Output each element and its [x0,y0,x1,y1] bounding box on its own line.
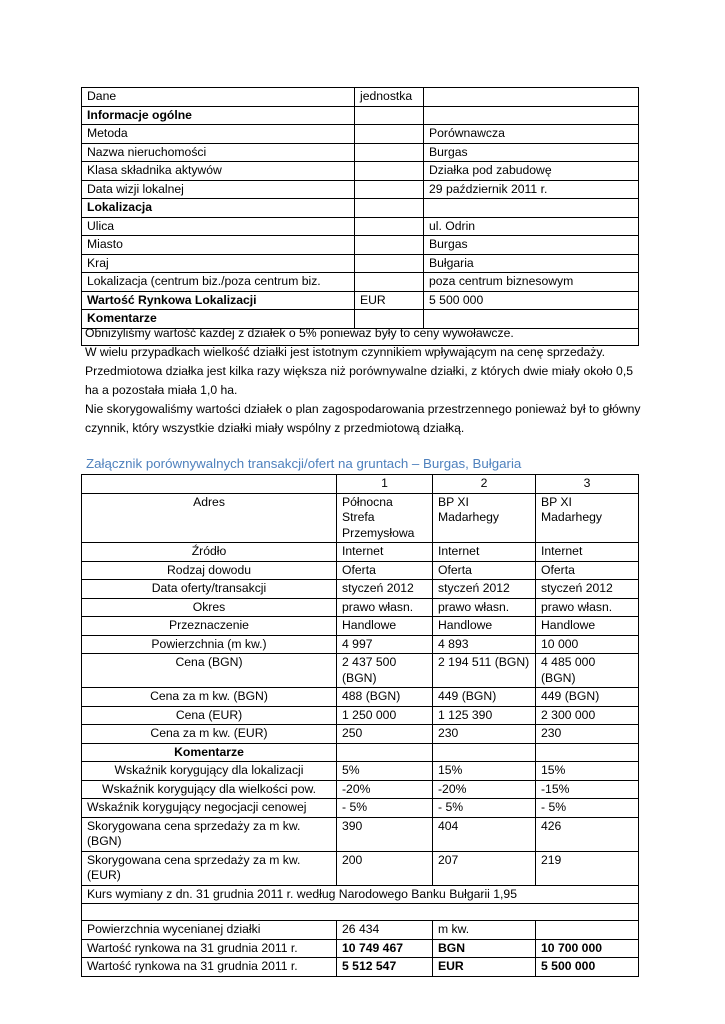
row-label: Data oferty/transakcji [82,580,337,599]
table-row [82,543,639,562]
table-row [82,254,639,273]
row-value: 449 (BGN) [433,688,536,707]
row-label: Przeznaczenie [82,617,337,636]
row-value: 219 [536,851,639,885]
table-row [82,273,639,292]
row-label: Miasto [82,236,355,255]
row-value: Bułgaria [424,254,639,273]
row-value: 207 [433,851,536,885]
row-label: Informacje ogólne [82,106,355,125]
table-row [82,817,639,851]
row-value [536,743,639,762]
table-row [82,780,639,799]
row-unit [355,143,424,162]
row-value: 10 700 000 [536,939,639,958]
row-value: 10 000 [536,635,639,654]
row-value: 15% [433,762,536,781]
row-value [424,106,639,125]
row-label: Komentarze [82,310,355,329]
header-dane: Dane [82,88,355,107]
row-unit [355,125,424,144]
row-value: EUR [433,958,536,977]
table-row [82,125,639,144]
table-row [82,654,639,688]
row-label: Data wizji lokalnej [82,180,355,199]
row-value: 200 [337,851,433,885]
notes-section [85,324,645,438]
table-row [82,199,639,218]
row-value [424,199,639,218]
table-row [82,143,639,162]
row-value: Oferta [536,561,639,580]
row-label: Wartość rynkowa na 31 grudnia 2011 r. [82,958,337,977]
row-value: 2 437 500 (BGN) [337,654,433,688]
row-label: Źródło [82,543,337,562]
row-value: - 5% [337,799,433,818]
table-row [82,236,639,255]
empty-cell [82,904,639,921]
column-number: 3 [536,475,639,494]
row-value: Handlowe [536,617,639,636]
row-value: 5 512 547 [337,958,433,977]
header-value [424,88,639,107]
row-value: m kw. [433,921,536,940]
row-label: Rodzaj dowodu [82,561,337,580]
table-row [82,851,639,885]
table-row [82,217,639,236]
column-number: 1 [337,475,433,494]
row-label: Wskaźnik korygujący dla lokalizacji [82,762,337,781]
row-value: -20% [337,780,433,799]
exchange-rate-row [82,885,639,904]
row-value: Porównawcza [424,125,639,144]
table-row [82,580,639,599]
row-value: 5 500 000 [536,958,639,977]
row-label: Okres [82,598,337,617]
summary-row [82,939,639,958]
row-value: 4 485 000 (BGN) [536,654,639,688]
row-label: Wskaźnik korygujący negocjacji cenowej [82,799,337,818]
row-value: Handlowe [337,617,433,636]
row-value: Internet [337,543,433,562]
table-row [82,162,639,181]
empty-cell [82,475,337,494]
comparables-table [81,474,639,977]
row-label: Powierzchnia (m kw.) [82,635,337,654]
row-value: 5% [337,762,433,781]
row-label: Nazwa nieruchomości [82,143,355,162]
row-label: Powierzchnia wycenianej działki [82,921,337,940]
row-label: Komentarze [82,743,337,762]
table-row [82,493,639,543]
row-value: - 5% [536,799,639,818]
row-label: Cena (BGN) [82,654,337,688]
row-value: 404 [433,817,536,851]
row-label: Skorygowana cena sprzedaży za m kw. (EUR) [82,851,337,885]
row-value: 4 997 [337,635,433,654]
row-value [433,743,536,762]
row-label: Cena (EUR) [82,706,337,725]
table-row [82,799,639,818]
table-row [82,180,639,199]
row-value: poza centrum biznesowym [424,273,639,292]
row-value: 230 [536,725,639,744]
row-label: Cena za m kw. (EUR) [82,725,337,744]
row-value: Handlowe [433,617,536,636]
row-value: Internet [433,543,536,562]
row-value: Północna Strefa Przemysłowa [337,493,433,543]
row-value [536,921,639,940]
row-value: 230 [433,725,536,744]
summary-row [82,958,639,977]
table-row [82,106,639,125]
table-row-empty [82,904,639,921]
column-number-row [82,475,639,494]
row-value: -20% [433,780,536,799]
row-value: styczeń 2012 [433,580,536,599]
row-value: 250 [337,725,433,744]
row-value: Oferta [433,561,536,580]
table-row [82,291,639,310]
exchange-rate-note: Kurs wymiany z dn. 31 grudnia 2011 r. według Narodowego Banku Bułgarii 1,95 [82,885,639,904]
row-label: Adres [82,493,337,543]
table-row [82,725,639,744]
row-unit [355,199,424,218]
row-value: 10 749 467 [337,939,433,958]
row-label: Wartość Rynkowa Lokalizacji [82,291,355,310]
row-label: Cena za m kw. (BGN) [82,688,337,707]
row-value: 390 [337,817,433,851]
row-unit [355,273,424,292]
row-value: ul. Odrin [424,217,639,236]
row-value: prawo własn. [433,598,536,617]
row-label: Wskaźnik korygujący dla wielkości pow. [82,780,337,799]
row-value: BP XI Madarhegy [433,493,536,543]
row-value: 5 500 000 [424,291,639,310]
row-label: Lokalizacja (centrum biz./poza centrum biz. [82,273,355,292]
row-value: BGN [433,939,536,958]
row-value: - 5% [433,799,536,818]
table-row [82,762,639,781]
row-value: Działka pod zabudowę [424,162,639,181]
row-value: -15% [536,780,639,799]
row-value: prawo własn. [536,598,639,617]
row-value: 15% [536,762,639,781]
row-label: Wartość rynkowa na 31 grudnia 2011 r. [82,939,337,958]
row-unit [355,106,424,125]
row-unit [355,254,424,273]
table-header-row [82,88,639,107]
row-value: styczeń 2012 [337,580,433,599]
row-value: Burgas [424,236,639,255]
row-value: prawo własn. [337,598,433,617]
row-unit: EUR [355,291,424,310]
row-label: Ulica [82,217,355,236]
row-value: 26 434 [337,921,433,940]
row-label: Lokalizacja [82,199,355,218]
row-label: Kraj [82,254,355,273]
note-paragraph: Obniżyliśmy wartość każdej z działek o 5% ponieważ były to ceny wywoławcze. [85,326,514,340]
row-value: BP XI Madarhegy [536,493,639,543]
table-row [82,561,639,580]
summary-row [82,921,639,940]
note-paragraph: W wielu przypadkach wielkość działki jest istotnym czynnikiem wpływającym na cenę sprzedaży. [85,345,605,359]
row-value: 2 300 000 [536,706,639,725]
row-unit [355,162,424,181]
row-label: Skorygowana cena sprzedaży za m kw. (BGN) [82,817,337,851]
table-row [82,688,639,707]
table-row [82,706,639,725]
row-value: 1 125 390 [433,706,536,725]
table-row [82,743,639,762]
row-value: Internet [536,543,639,562]
row-value: 4 893 [433,635,536,654]
row-unit [355,217,424,236]
appendix-title: Załącznik porównywalnych transakcji/ofert na gruntach – Burgas, Bułgaria [86,456,522,471]
row-value: styczeń 2012 [536,580,639,599]
row-value: 2 194 511 (BGN) [433,654,536,688]
table-row [82,598,639,617]
note-paragraph: Nie skorygowaliśmy wartości działek o plan zagospodarowania przestrzennego ponieważ był to główny czynnik, który wszystkie działki miały wspólny z przedmiotową działką. [85,402,641,435]
row-label: Metoda [82,125,355,144]
header-jednostka: jednostka [355,88,424,107]
column-number: 2 [433,475,536,494]
row-value: 1 250 000 [337,706,433,725]
row-unit [355,180,424,199]
row-value [337,743,433,762]
row-value: Oferta [337,561,433,580]
row-value: 29 październik 2011 r. [424,180,639,199]
row-value: 449 (BGN) [536,688,639,707]
note-paragraph: Przedmiotowa działka jest kilka razy większa niż porównywalne działki, z których dwie miały około 0,5 ha a pozostała miała 1,0 ha. [85,364,633,397]
row-unit [355,236,424,255]
row-value: 426 [536,817,639,851]
table-row [82,635,639,654]
row-label: Klasa składnika aktywów [82,162,355,181]
row-value: Burgas [424,143,639,162]
table-row [82,617,639,636]
row-value: 488 (BGN) [337,688,433,707]
general-info-table [81,87,639,346]
